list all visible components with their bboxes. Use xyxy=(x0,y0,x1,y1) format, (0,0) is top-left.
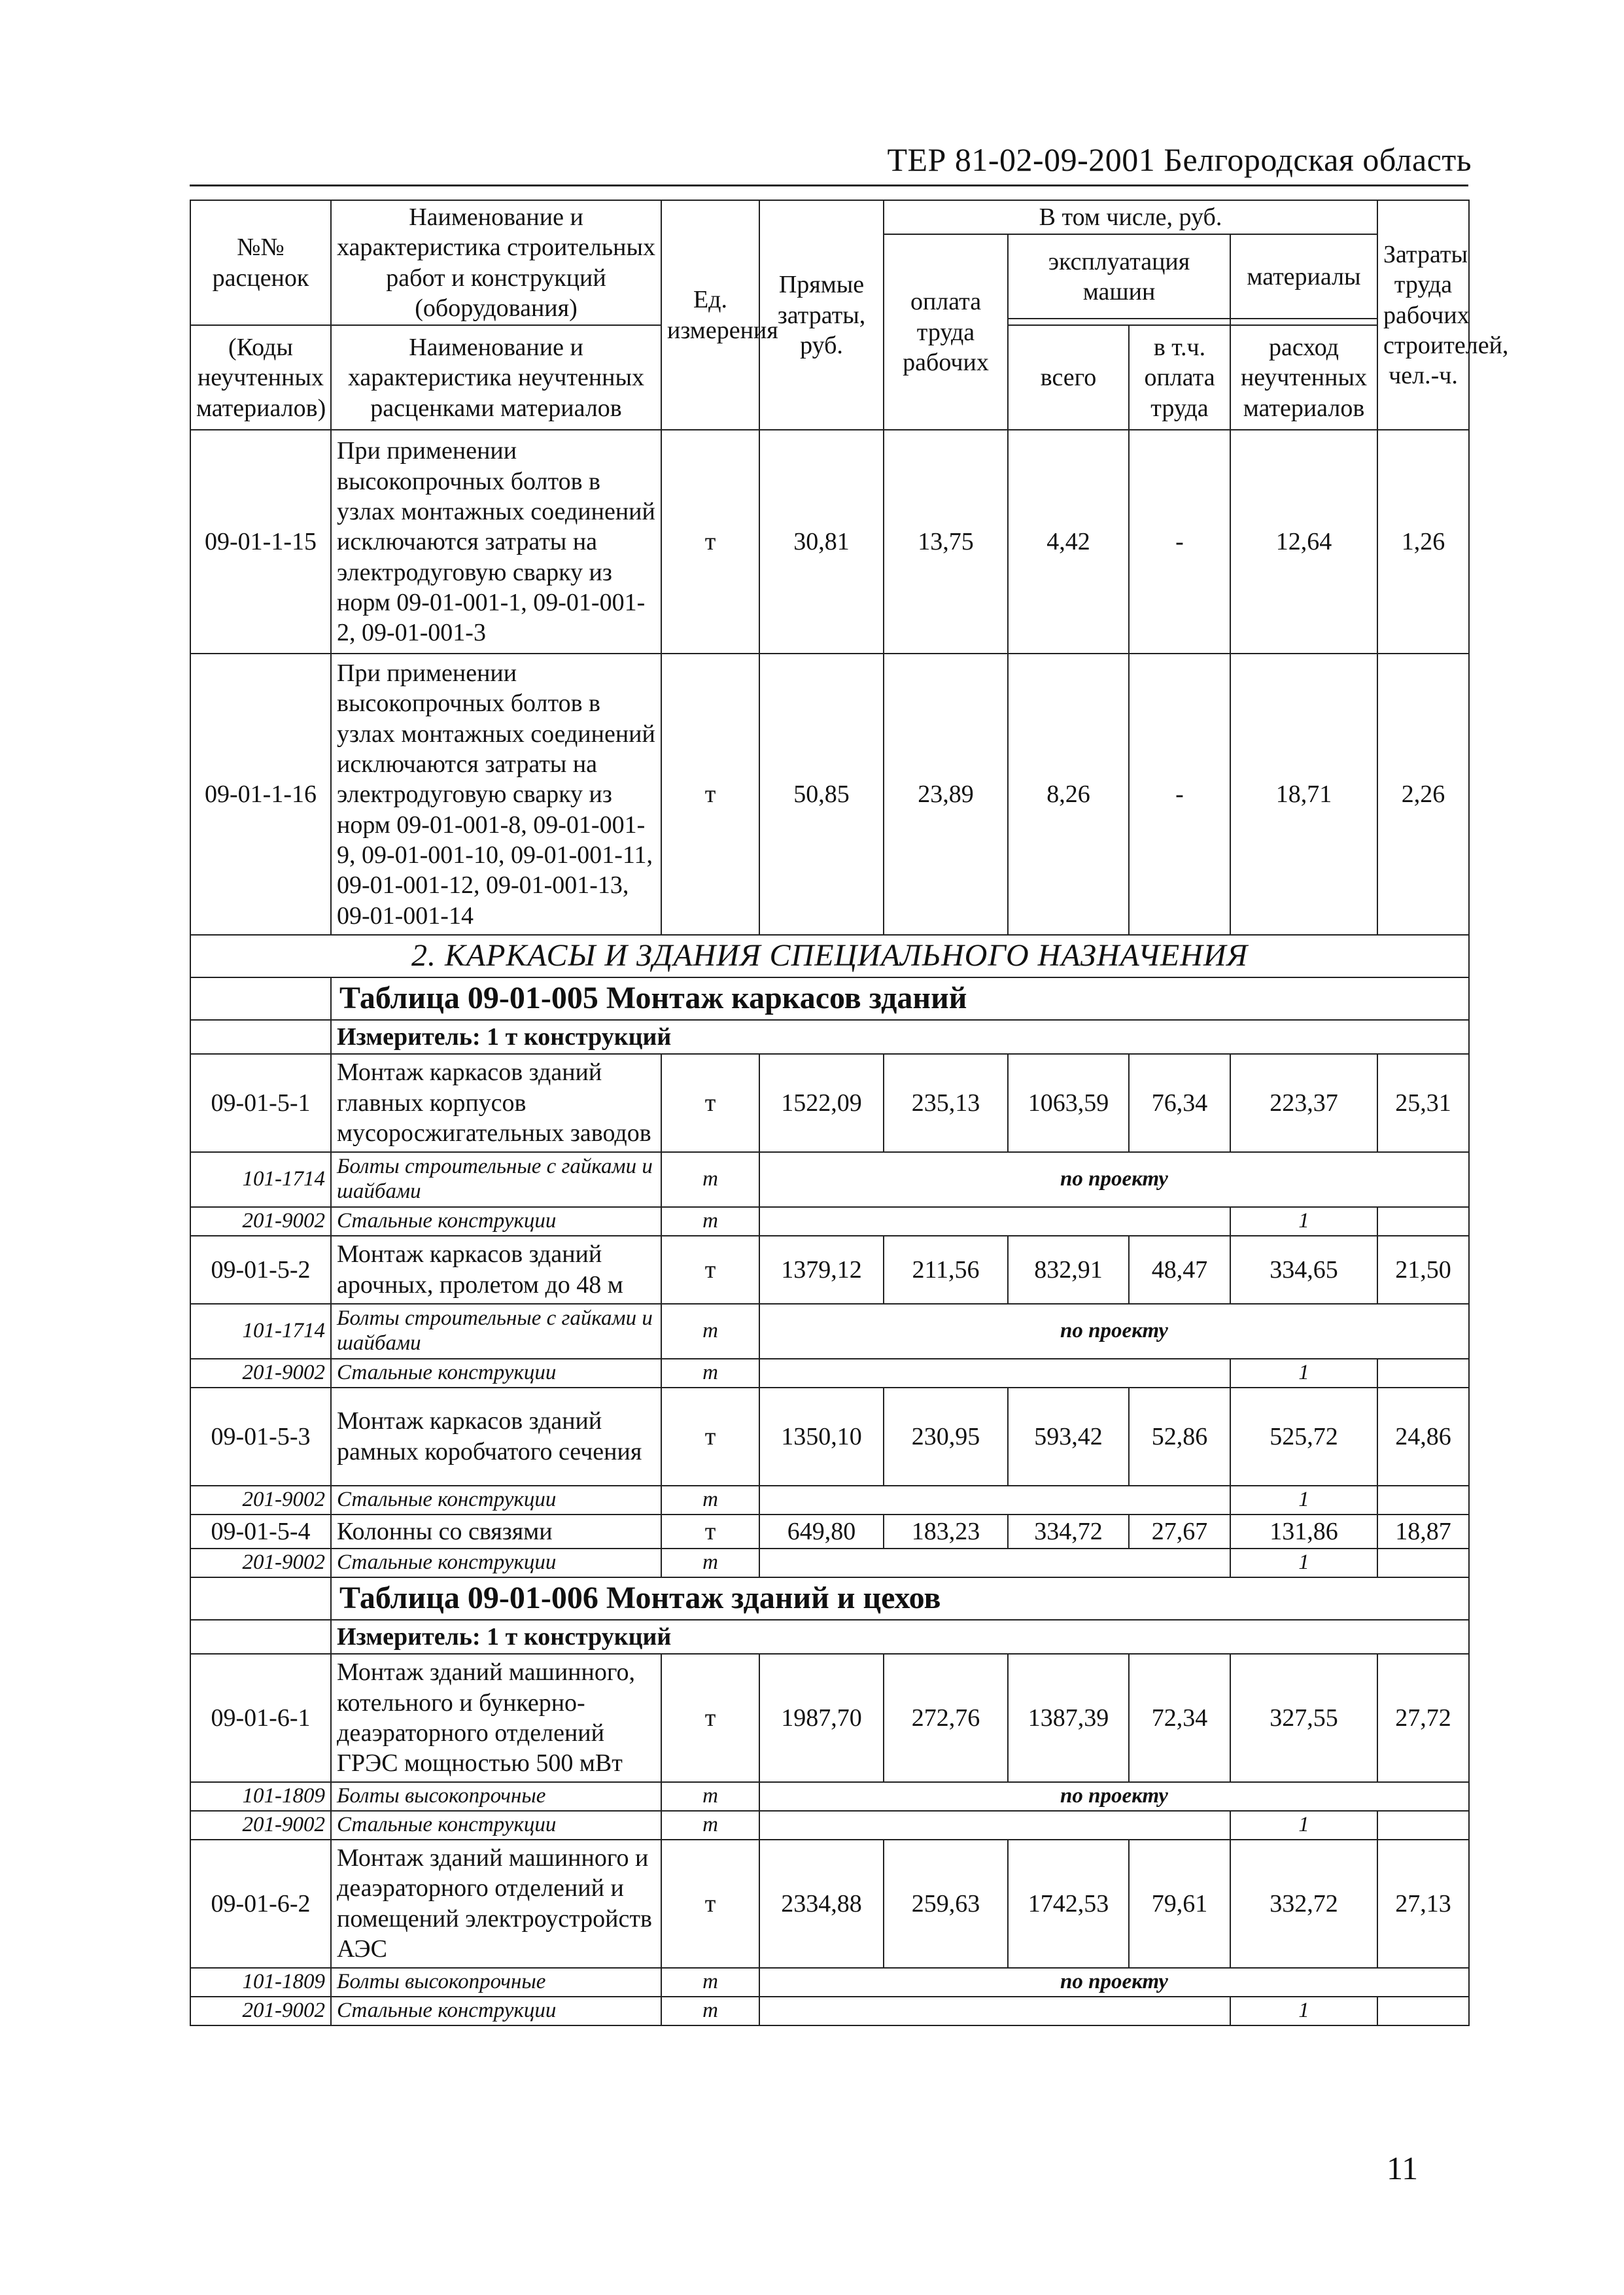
material-code: 101-1809 xyxy=(190,1782,331,1811)
col-header-labor-pay: оплата труда рабочих xyxy=(884,234,1008,430)
section-title: 2. КАРКАСЫ И ЗДАНИЯ СПЕЦИАЛЬНОГО НАЗНАЧЕНИЯ xyxy=(190,935,1469,977)
rate-mach: 832,91 xyxy=(1008,1236,1129,1304)
rate-unit: т xyxy=(661,1054,759,1152)
material-name: Стальные конструкции xyxy=(331,1811,661,1840)
rate-labor: 25,31 xyxy=(1377,1054,1469,1152)
material-unit: т xyxy=(661,1997,759,2025)
material-code: 101-1809 xyxy=(190,1968,331,1997)
blank-cell xyxy=(759,1359,1230,1388)
rate-direct: 1987,70 xyxy=(759,1654,884,1782)
table-measure: Измеритель: 1 т конструкций xyxy=(331,1620,1469,1654)
blank-cell xyxy=(190,1577,331,1620)
col-header-labor: Затраты труда рабочих строителей, чел.-ч. xyxy=(1377,200,1469,430)
material-row xyxy=(190,1549,1469,1577)
rate-pay: 272,76 xyxy=(884,1654,1008,1782)
rate-name: Монтаж зданий машинного, котельного и бункерно-деаэраторного отделений ГРЭС мощностью 500 мВт xyxy=(331,1654,661,1782)
rate-name: Монтаж зданий машинного и деаэраторного отделений и помещений электроустройств АЭС xyxy=(331,1840,661,1968)
material-name: Стальные конструкции xyxy=(331,1486,661,1515)
rate-direct: 649,80 xyxy=(759,1515,884,1549)
material-value: 1 xyxy=(1230,1486,1377,1515)
rate-mach-pay: - xyxy=(1129,654,1230,935)
rate-code: 09-01-5-4 xyxy=(190,1515,331,1549)
rate-labor: 21,50 xyxy=(1377,1236,1469,1304)
rate-mach-pay: 27,67 xyxy=(1129,1515,1230,1549)
material-unit: т xyxy=(661,1486,759,1515)
rate-mat: 525,72 xyxy=(1230,1388,1377,1486)
table-row xyxy=(190,1654,1469,1782)
material-row xyxy=(190,1152,1469,1207)
material-value: по проекту xyxy=(759,1152,1469,1207)
rate-mat: 334,65 xyxy=(1230,1236,1377,1304)
blank-cell xyxy=(1377,1486,1469,1515)
rate-mach-pay: 76,34 xyxy=(1129,1054,1230,1152)
rate-unit: т xyxy=(661,654,759,935)
rate-pay: 235,13 xyxy=(884,1054,1008,1152)
material-name: Стальные конструкции xyxy=(331,1207,661,1236)
rate-pay: 230,95 xyxy=(884,1388,1008,1486)
rate-mach: 8,26 xyxy=(1008,654,1129,935)
blank-cell xyxy=(759,1207,1230,1236)
rate-mach: 1063,59 xyxy=(1008,1054,1129,1152)
table-row xyxy=(190,1388,1469,1486)
material-unit: т xyxy=(661,1782,759,1811)
rate-unit: т xyxy=(661,1236,759,1304)
rate-mach-pay: 79,61 xyxy=(1129,1840,1230,1968)
col-header-name2: Наименование и характеристика неучтенных расценками материалов xyxy=(331,325,661,430)
col-header-mach-total: всего xyxy=(1008,325,1129,430)
blank-cell xyxy=(190,1620,331,1654)
material-row xyxy=(190,1207,1469,1236)
rate-direct: 2334,88 xyxy=(759,1840,884,1968)
blank-cell xyxy=(1377,1811,1469,1840)
material-code: 201-9002 xyxy=(190,1207,331,1236)
table-title: Таблица 09-01-006 Монтаж зданий и цехов xyxy=(331,1577,1469,1620)
material-value: 1 xyxy=(1230,1207,1377,1236)
rate-mach-pay: 52,86 xyxy=(1129,1388,1230,1486)
rate-labor: 24,86 xyxy=(1377,1388,1469,1486)
rate-pay: 259,63 xyxy=(884,1840,1008,1968)
material-unit: т xyxy=(661,1152,759,1207)
page-number: 11 xyxy=(1387,2150,1419,2186)
rate-pay: 13,75 xyxy=(884,430,1008,654)
material-name: Стальные конструкции xyxy=(331,1549,661,1577)
material-row xyxy=(190,1359,1469,1388)
rate-mach-pay: 48,47 xyxy=(1129,1236,1230,1304)
rate-mach: 4,42 xyxy=(1008,430,1129,654)
header-spacer xyxy=(1008,319,1230,325)
blank-cell xyxy=(759,1811,1230,1840)
page-header: ТЕР 81-02-09-2001 Белгородская область xyxy=(887,141,1472,178)
col-header-code2: (Коды неучтенных материалов) xyxy=(190,325,331,430)
table-row xyxy=(190,654,1469,935)
rate-mach-pay: 72,34 xyxy=(1129,1654,1230,1782)
col-header-incl: В том числе, руб. xyxy=(884,200,1377,234)
rate-labor: 2,26 xyxy=(1377,654,1469,935)
blank-cell xyxy=(1377,1359,1469,1388)
rate-code: 09-01-6-1 xyxy=(190,1654,331,1782)
table-title: Таблица 09-01-005 Монтаж каркасов зданий xyxy=(331,977,1469,1020)
rate-labor: 1,26 xyxy=(1377,430,1469,654)
material-unit: т xyxy=(661,1811,759,1840)
rate-code: 09-01-1-15 xyxy=(190,430,331,654)
table-row xyxy=(190,1054,1469,1152)
material-name: Стальные конструкции xyxy=(331,1359,661,1388)
rate-direct: 50,85 xyxy=(759,654,884,935)
rate-mat: 12,64 xyxy=(1230,430,1377,654)
table-row xyxy=(190,1236,1469,1304)
blank-cell xyxy=(1377,1207,1469,1236)
blank-cell xyxy=(759,1549,1230,1577)
rate-code: 09-01-5-1 xyxy=(190,1054,331,1152)
rate-labor: 27,13 xyxy=(1377,1840,1469,1968)
rate-direct: 1379,12 xyxy=(759,1236,884,1304)
material-row xyxy=(190,1486,1469,1515)
rate-name: Монтаж каркасов зданий главных корпусов мусоросжигательных заводов xyxy=(331,1054,661,1152)
material-row xyxy=(190,1997,1469,2025)
rate-mat: 223,37 xyxy=(1230,1054,1377,1152)
rate-code: 09-01-5-3 xyxy=(190,1388,331,1486)
table-row xyxy=(190,1840,1469,1968)
rate-unit: т xyxy=(661,1388,759,1486)
material-unit: т xyxy=(661,1968,759,1997)
material-name: Болты строительные с гайками и шайбами xyxy=(331,1152,661,1207)
rate-unit: т xyxy=(661,1840,759,1968)
col-header-name: Наименование и характеристика строительных работ и конструкций (оборудования) xyxy=(331,200,661,325)
col-header-materials: материалы xyxy=(1230,234,1377,319)
rate-labor: 18,87 xyxy=(1377,1515,1469,1549)
col-header-machines: эксплуатация машин xyxy=(1008,234,1230,319)
material-value: по проекту xyxy=(759,1304,1469,1359)
material-code: 101-1714 xyxy=(190,1304,331,1359)
rate-mach: 1742,53 xyxy=(1008,1840,1129,1968)
material-code: 201-9002 xyxy=(190,1811,331,1840)
material-name: Болты высокопрочные xyxy=(331,1968,661,1997)
material-code: 201-9002 xyxy=(190,1549,331,1577)
rate-code: 09-01-6-2 xyxy=(190,1840,331,1968)
rate-unit: т xyxy=(661,1654,759,1782)
rate-mat: 327,55 xyxy=(1230,1654,1377,1782)
rate-mat: 131,86 xyxy=(1230,1515,1377,1549)
rate-code: 09-01-5-2 xyxy=(190,1236,331,1304)
material-unit: т xyxy=(661,1549,759,1577)
rate-direct: 30,81 xyxy=(759,430,884,654)
table-row xyxy=(190,1515,1469,1549)
table-row xyxy=(190,430,1469,654)
rates-table xyxy=(190,200,1509,2026)
material-code: 201-9002 xyxy=(190,1997,331,2025)
col-header-code: №№ расценок xyxy=(190,200,331,325)
material-unit: т xyxy=(661,1207,759,1236)
material-row xyxy=(190,1304,1469,1359)
rate-code: 09-01-1-16 xyxy=(190,654,331,935)
rate-direct: 1522,09 xyxy=(759,1054,884,1152)
col-header-direct: Прямые затраты, руб. xyxy=(759,200,884,430)
rate-labor: 27,72 xyxy=(1377,1654,1469,1782)
material-value: 1 xyxy=(1230,1811,1377,1840)
material-value: по проекту xyxy=(759,1782,1469,1811)
material-row xyxy=(190,1968,1469,1997)
rate-mach: 1387,39 xyxy=(1008,1654,1129,1782)
rate-mat: 332,72 xyxy=(1230,1840,1377,1968)
blank-cell xyxy=(1377,1549,1469,1577)
header-spacer xyxy=(1230,319,1377,325)
col-header-mach-pay: в т.ч. оплата труда xyxy=(1129,325,1230,430)
rate-name: Монтаж каркасов зданий рамных коробчатого сечения xyxy=(331,1388,661,1486)
rate-unit: т xyxy=(661,430,759,654)
rate-pay: 211,56 xyxy=(884,1236,1008,1304)
rate-name: Колонны со связями xyxy=(331,1515,661,1549)
rate-direct: 1350,10 xyxy=(759,1388,884,1486)
material-name: Болты высокопрочные xyxy=(331,1782,661,1811)
rate-name: При применении высокопрочных болтов в узлах монтажных соединений исключаются затраты на электродуговую сварку из норм 09-01-001-8, 09-01-001-9, 09-01-001-10, 09-01-001-11, 09-01-001-12, 09-01-001-13, 09-01-001-14 xyxy=(331,654,661,935)
rate-unit: т xyxy=(661,1515,759,1549)
material-name: Стальные конструкции xyxy=(331,1997,661,2025)
material-code: 201-9002 xyxy=(190,1359,331,1388)
col-header-unit: Ед. измерения xyxy=(661,200,759,430)
material-row xyxy=(190,1811,1469,1840)
col-header-mat-unacc: расход неучтенных материалов xyxy=(1230,325,1377,430)
rate-mach: 593,42 xyxy=(1008,1388,1129,1486)
material-unit: т xyxy=(661,1304,759,1359)
material-code: 201-9002 xyxy=(190,1486,331,1515)
material-value: 1 xyxy=(1230,1549,1377,1577)
material-value: по проекту xyxy=(759,1968,1469,1997)
blank-cell xyxy=(190,977,331,1020)
rate-name: При применении высокопрочных болтов в узлах монтажных соединений исключаются затраты на электродуговую сварку из норм 09-01-001-1, 09-01-001-2, 09-01-001-3 xyxy=(331,430,661,654)
rate-mat: 18,71 xyxy=(1230,654,1377,935)
blank-cell xyxy=(759,1486,1230,1515)
blank-cell xyxy=(759,1997,1230,2025)
rate-pay: 183,23 xyxy=(884,1515,1008,1549)
material-value: 1 xyxy=(1230,1997,1377,2025)
material-name: Болты строительные с гайками и шайбами xyxy=(331,1304,661,1359)
blank-cell xyxy=(190,1020,331,1054)
material-unit: т xyxy=(661,1359,759,1388)
material-code: 101-1714 xyxy=(190,1152,331,1207)
table-measure: Измеритель: 1 т конструкций xyxy=(331,1020,1469,1054)
blank-cell xyxy=(1377,1997,1469,2025)
header-rule xyxy=(190,184,1468,186)
rate-name: Монтаж каркасов зданий арочных, пролетом до 48 м xyxy=(331,1236,661,1304)
rate-mach: 334,72 xyxy=(1008,1515,1129,1549)
material-row xyxy=(190,1782,1469,1811)
material-value: 1 xyxy=(1230,1359,1377,1388)
rate-mach-pay: - xyxy=(1129,430,1230,654)
rate-pay: 23,89 xyxy=(884,654,1008,935)
